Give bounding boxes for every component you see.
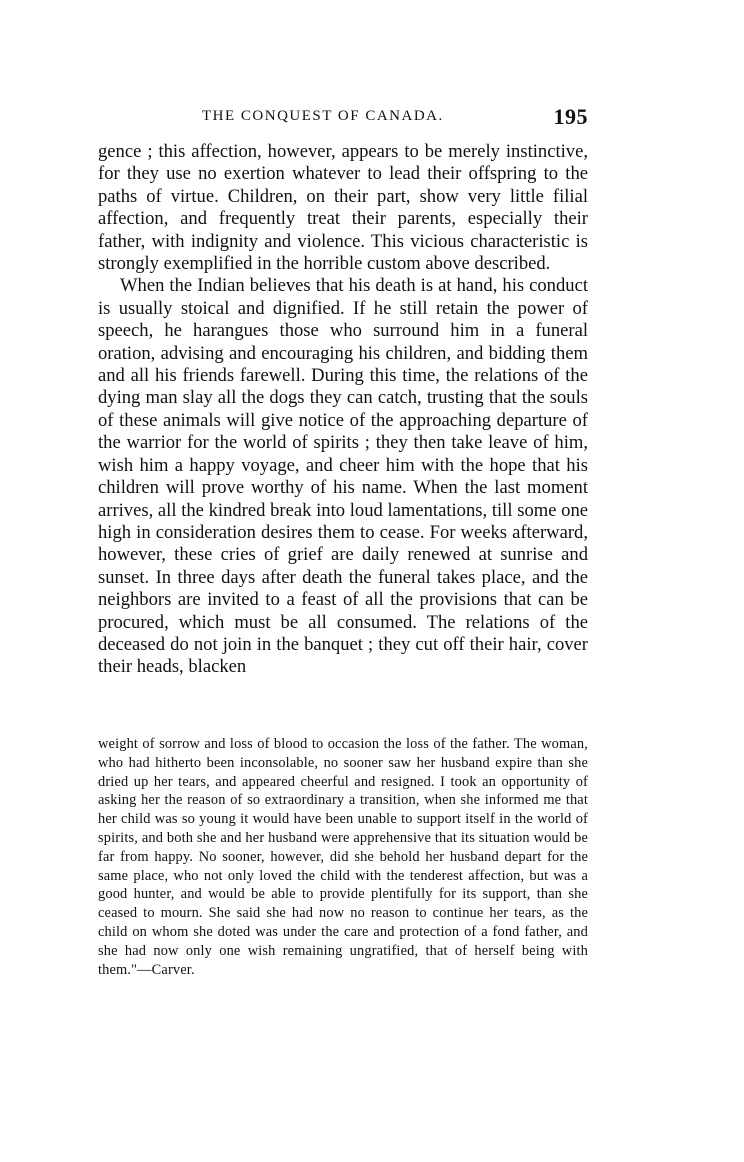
footnote-text: weight of sorrow and loss of blood to occasion the loss of the father. The woman, who had hitherto been inconsolable, no sooner saw her husband expire than she dried up her tears, and appeared cheerful and resigned. I took an opportunity of asking her the reason of so extraordinary a transition, when she informed me that her child was so young it would have been unable to support itself in the world of spirits, and both she and her husband were apprehensive that its situation would be far from happy. No sooner, however, did she behold her husband depart for the same place, who not only loved the child with the tenderest affection, but was a good hunter, and would be able to provide plentifully for its support, than she ceased to mourn. She said she had now no reason to continue her tears, as the child on whom she doted was under the care and protection of a fond father, and she had now only one wish remaining ungratified, that of herself being with them."—Carver. bbox=[98, 736, 588, 978]
footnote bbox=[98, 735, 588, 979]
body-paragraph-indian-death: When the Indian believes that his death is at hand, his conduct is usually stoical and dignified. If he still retain the power of speech, he harangues those who surround him in a funeral oration, advising and encouraging his children, and bidding them and all his friends farewell. During this time, the relations of the dying man slay all the dogs they can catch, trusting that the souls of these animals will give notice of the approaching departure of the warrior for the world of spirits ; they then take leave of him, wish him a happy voyage, and cheer him with the hope that his children will prove worthy of his name. When the last moment arrives, all the kindred break into loud lamentations, till some one high in consideration desires them to cease. For weeks afterward, however, these cries of grief are daily renewed at sunrise and sunset. In three days after death the funeral takes place, and the neighbors are invited to a feast of all the provisions that can be procured, which must be all consumed. The relations of the deceased do not join in the banquet ; they cut off their hair, cover their heads, blacken bbox=[98, 275, 588, 678]
body-paragraph-continued: gence ; this affection, however, appears to be merely instinctive, for they use no exertion whatever to lead their offspring to the paths of virtue. Children, on their part, show very little filial affection, and frequently treat their parents, especially their father, with indignity and violence. This vicious characteristic is strongly exemplified in the horrible custom above described. bbox=[98, 141, 588, 275]
running-title: THE CONQUEST OF CANADA. bbox=[202, 108, 444, 124]
page-number: 195 bbox=[553, 104, 588, 129]
page-header bbox=[98, 104, 588, 132]
body-text bbox=[98, 141, 588, 679]
